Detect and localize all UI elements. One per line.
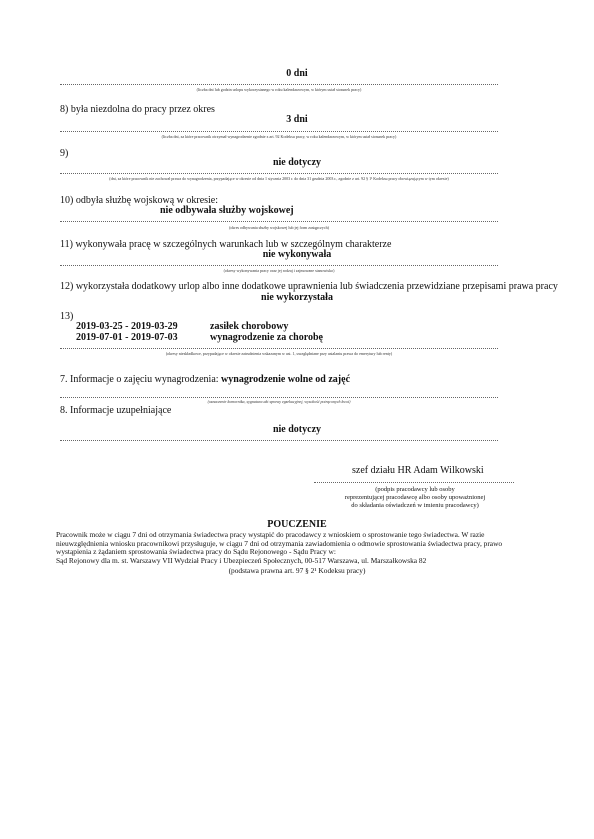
- s13-type-1: zasiłek chorobowy: [210, 321, 289, 332]
- section-13-label: 13): [60, 311, 74, 322]
- dotted-line: [60, 348, 498, 349]
- section-10-label: 10) odbyła służbę wojskową w okresie:: [60, 195, 219, 206]
- notice-line-1: Pracownik może w ciągu 7 dni od otrzymania świadectwa pracy wystąpić do pracodawcy z wnioskiem o sprostowanie tego świadectwa. W razie: [56, 530, 485, 539]
- section-13-footnote: (okresy nieskładkowe, przypadające w okresie zatrudnienia wskazanym w ust. 1, uwzględniane przy ustalaniu prawa do emerytury lub renty): [165, 351, 393, 356]
- signature-caption-3: do składania oświadczeń w imieniu pracodawcy): [351, 502, 479, 509]
- days-value: 0 dni: [286, 68, 308, 79]
- section-8-value: 3 dni: [286, 114, 308, 125]
- section-10-value: nie odbywała służby wojskowej: [160, 205, 294, 216]
- info-8-label: 8. Informacje uzupełniające: [60, 405, 172, 416]
- section-9-label: 9): [60, 148, 69, 159]
- dotted-line: [60, 397, 498, 398]
- section-11-value: nie wykonywała: [262, 249, 332, 260]
- section-12-value: nie wykorzystała: [261, 292, 333, 303]
- dotted-line: [60, 173, 498, 174]
- section-10-footnote: (okres odbywania służby wojskowej lub jej form zastępczych): [229, 225, 329, 230]
- s13-type-2: wynagrodzenie za chorobę: [210, 332, 323, 343]
- signature-caption: [300, 486, 530, 510]
- section-11-label: 11) wykonywała pracę w szczególnych warunkach lub w szczególnym charakterze: [60, 239, 392, 250]
- dotted-line: [60, 440, 498, 441]
- section-9-footnote: (dni, za które pracownik nie zachował prawa do wynagrodzenia, przypadające w okresie od dnia 1 stycznia 2003 r. do dnia 31 grudnia 2003 r., zgodnie z art. 92 § 1¹ Kodeksu pracy obowiązującym w tym okresie): [109, 176, 449, 181]
- info-7-value: wynagrodzenie wolne od zajęć: [221, 374, 351, 385]
- section-11-footnote: (okresy wykonywania pracy oraz jej rodzaj i zajmowane stanowisko): [223, 268, 335, 273]
- dotted-line: [60, 221, 498, 222]
- signature-caption-1: (podpis pracodawcy lub osoby: [375, 486, 455, 493]
- signature-line: [314, 482, 514, 483]
- notice-line-4: Sąd Rejonowy dla m. st. Warszawy VII Wydział Pracy i Ubezpieczeń Społecznych, 00-517 Warszawa, ul. Marszałkowska 82: [56, 555, 427, 565]
- section-8-footnote: (liczba dni, za które pracownik otrzymał wynagrodzenie zgodnie z art. 92 Kodeksu pracy, w roku kalendarzowym, w którym ustał stosunek pracy): [161, 134, 397, 139]
- notice-title: POUCZENIE: [267, 519, 327, 530]
- days-footnote: (liczba dni lub godzin urlopu wykorzystanego w roku kalendarzowym, w którym ustał stosunek pracy): [196, 87, 362, 92]
- dotted-line: [60, 131, 498, 132]
- dotted-line: [60, 84, 498, 85]
- info-7-footnote: (oznaczenie komornika, sygnatura akt sprawy egzekucyjnej, wysokość potrąconych kwot): [207, 399, 351, 404]
- section-8-label: 8) była niezdolna do pracy przez okres: [60, 104, 215, 115]
- dotted-line: [60, 265, 498, 266]
- notice-body: [56, 531, 546, 565]
- notice-line-2: nieuwzględnienia wniosku pracownikowi przysługuje, w ciągu 7 dni od otrzymania zawiadomienia o odmowie sprostowania świadectwa pracy, prawo: [56, 538, 503, 548]
- s13-period-1: 2019-03-25 - 2019-03-29: [76, 321, 178, 332]
- s13-period-2: 2019-07-01 - 2019-07-03: [76, 332, 178, 343]
- section-9-value: nie dotyczy: [272, 157, 322, 168]
- section-12-label: 12) wykorzystała dodatkowy urlop albo inne dodatkowe uprawnienia lub świadczenia przewidziane przepisami prawa pracy: [60, 281, 558, 292]
- notice-line-3: wystąpienia z żądaniem sprostowania świadectwa pracy do Sądu Rejonowego - Sądu Pracy w:: [56, 547, 336, 557]
- signatory-name: szef działu HR Adam Wilkowski: [352, 465, 484, 476]
- signature-caption-2: reprezentującej pracodawcę albo osoby upoważnionej: [344, 494, 486, 501]
- info-8-value: nie dotyczy: [272, 424, 322, 435]
- info-7-label: 7. Informacje o zajęciu wynagrodzenia:: [60, 374, 219, 385]
- notice-legal-basis: (podstawa prawna art. 97 § 2¹ Kodeksu pracy): [228, 566, 366, 575]
- info-7-row: [60, 374, 350, 385]
